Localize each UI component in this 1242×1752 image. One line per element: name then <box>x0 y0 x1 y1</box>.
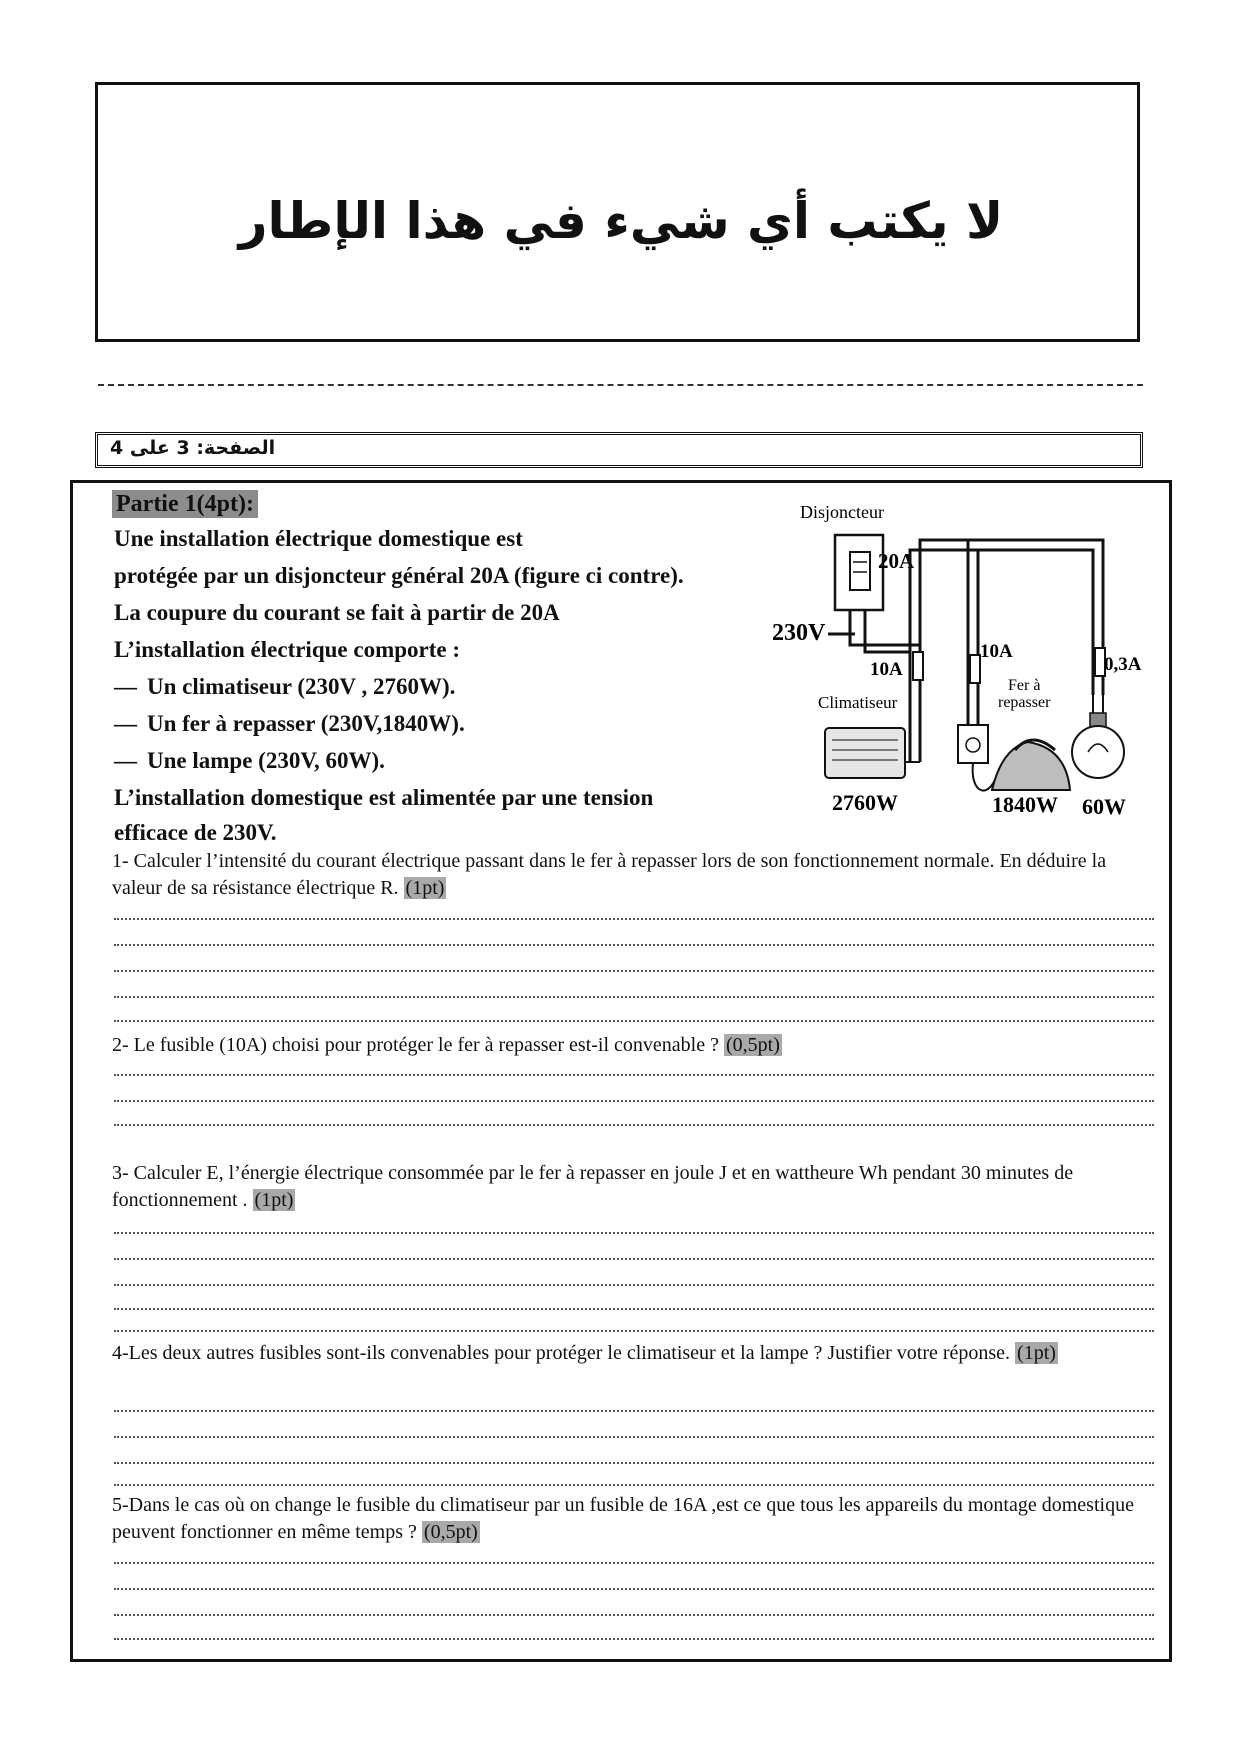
question-1-text: 1- Calculer l’intensité du courant électrique passant dans le fer à repasser lors de son fonctionnement normale. En déduire la valeur de sa résistance électrique R. <box>112 850 1107 899</box>
appliance-item: — Un fer à repasser (230V,1840W). <box>114 709 465 739</box>
intro-line: protégée par un disjoncteur général 20A (figure ci contre). <box>114 563 684 588</box>
cut-line <box>98 384 1143 386</box>
fuse-iron-label: 10A <box>980 641 1013 662</box>
circuit-figure <box>770 500 1170 830</box>
ac-label: Climatiseur <box>818 693 898 712</box>
fuse-iron <box>970 655 980 683</box>
answer-line[interactable] <box>114 1436 1154 1438</box>
answer-line[interactable] <box>114 1074 1154 1076</box>
breaker-switch <box>850 552 870 590</box>
fuse-ac-label: 10A <box>870 659 903 680</box>
question-2-text: 2- Le fusible (10A) choisi pour protéger le fer à repasser est-il convenable ? <box>112 1034 719 1056</box>
iron-power: 1840W <box>992 792 1058 817</box>
answer-line[interactable] <box>114 1284 1154 1286</box>
answer-line[interactable] <box>114 1020 1154 1022</box>
question-5 <box>112 1492 1142 1546</box>
answer-line[interactable] <box>114 1232 1154 1234</box>
breaker-rating: 20A <box>878 549 915 573</box>
answer-line[interactable] <box>114 1462 1154 1464</box>
answer-line[interactable] <box>114 1638 1154 1640</box>
question-1 <box>112 848 1142 902</box>
fuse-lamp-label: 0,3A <box>1104 654 1142 675</box>
question-5-text: 5-Dans le cas où on change le fusible du climatiseur par un fusible de 16A ,est ce que tous les appareils du montage domestique peuvent fonctionner en même temps ? <box>112 1494 1134 1543</box>
answer-line[interactable] <box>114 1124 1154 1126</box>
iron-label-line2: repasser <box>998 694 1051 711</box>
fuse-ac <box>913 652 923 680</box>
page-total: 4 <box>110 437 124 459</box>
answer-line[interactable] <box>114 1614 1154 1616</box>
lamp-bulb <box>1072 726 1124 778</box>
page-of: على <box>129 437 170 459</box>
appliance-item: — Une lampe (230V, 60W). <box>114 746 385 776</box>
answer-line[interactable] <box>114 1410 1154 1412</box>
supply-voltage-label: 230V <box>772 620 826 646</box>
question-4 <box>112 1340 1142 1367</box>
answer-line[interactable] <box>114 1258 1154 1260</box>
answer-line[interactable] <box>114 970 1154 972</box>
lamp-power: 60W <box>1082 794 1126 819</box>
question-3-text: 3- Calculer E, l’énergie électrique consommée par le fer à repasser en joule J et en wattheure Wh pendant 30 minutes de fonctionnement . <box>112 1162 1074 1211</box>
answer-line[interactable] <box>114 1330 1154 1332</box>
question-3 <box>112 1160 1142 1214</box>
iron-label-line1: Fer à <box>1008 677 1041 694</box>
supply-line: L’installation domestique est alimentée par une tension <box>114 785 654 810</box>
question-4-text: 4-Les deux autres fusibles sont-ils convenables pour protéger le climatiseur et la lampe ? Justifier votre réponse. <box>112 1342 1011 1364</box>
page-indicator-bar <box>95 432 1143 468</box>
intro-line: Une installation électrique domestique est <box>114 526 523 551</box>
part-title: Partie 1(4pt): <box>112 490 258 518</box>
question-3-points: (1pt) <box>254 1189 294 1211</box>
answer-line[interactable] <box>114 1308 1154 1310</box>
supply-line: efficace de 230V. <box>114 820 277 845</box>
answer-line[interactable] <box>114 1484 1154 1486</box>
iron-shape <box>992 742 1070 790</box>
question-2 <box>112 1032 1142 1059</box>
answer-line[interactable] <box>114 1588 1154 1590</box>
answer-line[interactable] <box>114 1562 1154 1564</box>
question-2-points: (0,5pt) <box>725 1034 780 1056</box>
page-current: 3 <box>176 437 190 459</box>
intro-line: L’installation électrique comporte : <box>114 637 461 662</box>
question-4-points: (1pt) <box>1017 1342 1056 1364</box>
question-5-points: (0,5pt) <box>423 1521 478 1543</box>
ac-power: 2760W <box>832 790 898 815</box>
breaker-label: Disjoncteur <box>800 502 884 522</box>
question-1-points: (1pt) <box>405 877 445 899</box>
answer-line[interactable] <box>114 918 1154 920</box>
answer-line[interactable] <box>114 1100 1154 1102</box>
ac-unit <box>825 728 905 778</box>
intro-line: La coupure du courant se fait à partir de 20A <box>114 600 560 625</box>
page-prefix: الصفحة: <box>196 437 276 459</box>
answer-line[interactable] <box>114 996 1154 998</box>
reserved-frame-notice: لا يكتب أي شيء في هذا الإطار <box>238 192 1004 250</box>
appliance-item: — Un climatiseur (230V , 2760W). <box>114 672 455 702</box>
answer-line[interactable] <box>114 944 1154 946</box>
socket <box>958 725 988 763</box>
page-indicator <box>110 437 275 459</box>
